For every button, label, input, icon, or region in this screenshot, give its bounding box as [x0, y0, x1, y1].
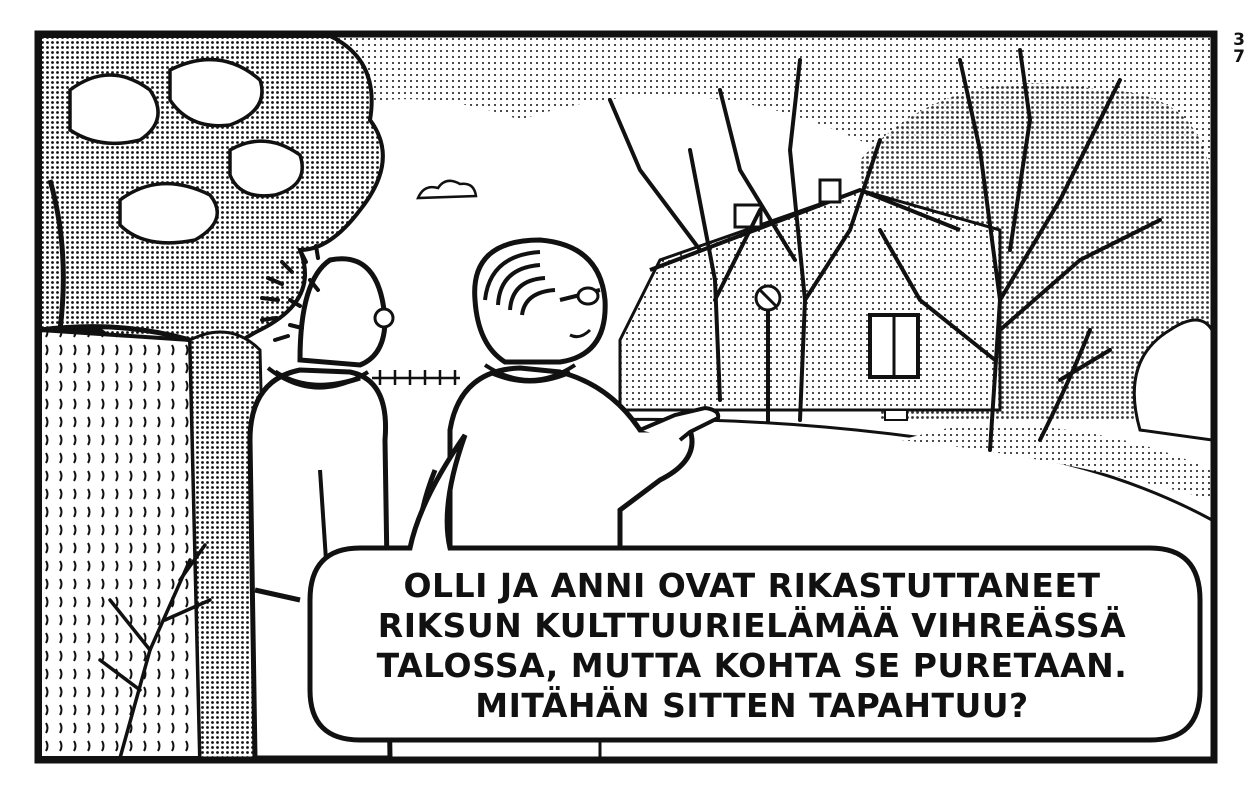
caption-line: MITÄHÄN SITTEN TAPAHTUU?	[475, 685, 1029, 725]
caption-line: OLLI JA ANNI OVAT RIKASTUTTANEET	[403, 565, 1101, 605]
hedge-wall	[40, 330, 200, 758]
caption-text	[312, 553, 1192, 738]
caption-line: TALOSSA, MUTTA KOHTA SE PURETAAN.	[376, 645, 1128, 685]
glasses	[578, 288, 598, 304]
caption-line: RIKSUN KULTTUURIELÄMÄÄ VIHREÄSSÄ	[377, 605, 1127, 645]
page-number-digit: 7	[1233, 47, 1245, 67]
page-number	[1228, 32, 1250, 66]
page-number-digit: 3	[1233, 30, 1245, 50]
ear	[375, 309, 393, 327]
